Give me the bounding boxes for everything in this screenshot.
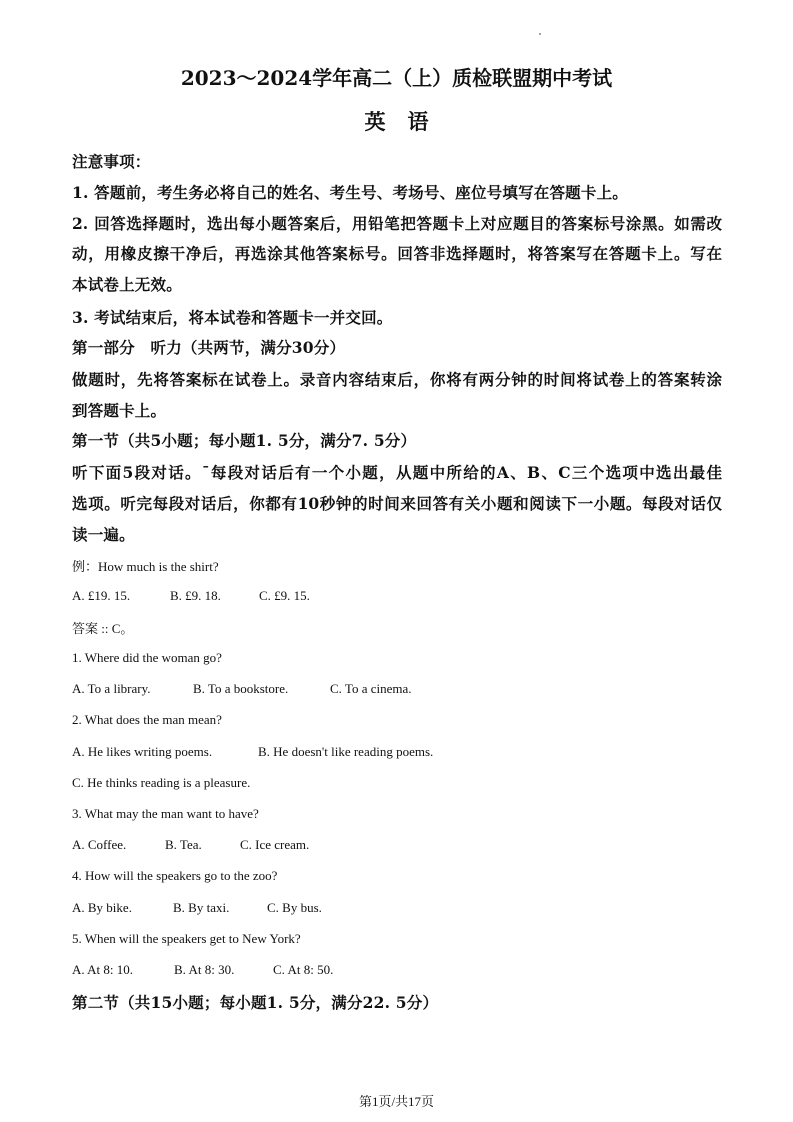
option-b: B. At 8: 30.: [174, 962, 235, 977]
option-c: C. At 8: 50.: [273, 962, 334, 977]
option-b: B. To a bookstore.: [193, 681, 289, 696]
question-5-options: [72, 962, 333, 978]
option-c: C. To a cinema.: [330, 681, 412, 696]
option-b: B. He doesn't like reading poems.: [258, 744, 434, 759]
subject-title: 英语: [364, 109, 451, 134]
question-4-options: [72, 900, 322, 916]
option-b: B. Tea.: [165, 837, 202, 852]
section1-intro-line-2: 选项。听完每段对话后，你都有10秒钟的时间来回答有关小题和阅读下一小题。每段对话仅: [72, 494, 722, 513]
question-3: 3. What may the man want to have?: [72, 806, 259, 821]
option-a: A. By bike.: [72, 900, 132, 915]
option-c: C. By bus.: [267, 900, 322, 915]
example-options: [72, 588, 310, 604]
scan-dot: [539, 33, 541, 35]
part1-intro-line-2: 到答题卡上。: [72, 401, 167, 420]
option-a: A. £19. 15.: [72, 588, 131, 603]
notice-heading: 注意事项：: [72, 152, 151, 171]
question-2-options: [72, 744, 433, 760]
section1-heading: 第一节（共5小题；每小题1. 5分，满分7. 5分）: [72, 431, 417, 450]
option-b: B. £9. 18.: [170, 588, 221, 603]
question-3-options: [72, 837, 309, 853]
question-5: 5. When will the speakers get to New York?: [72, 931, 301, 946]
section2-heading: 第二节（共15小题；每小题1. 5分，满分22. 5分）: [72, 993, 439, 1012]
part1-heading: 第一部分 听力（共两节，满分30分）: [72, 338, 346, 357]
page-number-footer: 第1页/共17页: [358, 1094, 435, 1109]
part1-intro-line-1: 做题时，先将答案标在试卷上。录音内容结束后，你将有两分钟的时间将试卷上的答案转涂: [72, 370, 722, 389]
example-answer: 答案 :: C。: [72, 621, 134, 636]
exam-title: 2023～2024学年高二（上）质检联盟期中考试: [180, 66, 613, 90]
option-a: A. Coffee.: [72, 837, 127, 852]
option-c: C. Ice cream.: [240, 837, 310, 852]
notice-item-1: 1. 答题前，考生务必将自己的姓名、考生号、考场号、座位号填写在答题卡上。: [72, 183, 628, 202]
question-4: 4. How will the speakers go to the zoo?: [72, 868, 278, 883]
option-a: A. He likes writing poems.: [72, 744, 213, 759]
section1-intro-line-3: 读一遍。: [72, 525, 135, 544]
notice-item-3: 3. 考试结束后，将本试卷和答题卡一并交回。: [72, 308, 393, 327]
question-2: 2. What does the man mean?: [72, 712, 222, 727]
notice-item-2-line-1: 2. 回答选择题时，选出每小题答案后，用铅笔把答题卡上对应题目的答案标号涂黑。如需改: [72, 214, 722, 233]
question-2-option-c: C. He thinks reading is a pleasure.: [72, 775, 251, 790]
option-c: C. £9. 15.: [259, 588, 310, 603]
option-a: A. At 8: 10.: [72, 962, 134, 977]
option-b: B. By taxi.: [173, 900, 230, 915]
notice-item-2-line-2: 动，用橡皮擦干净后，再选涂其他答案标号。回答非选择题时，将答案写在答题卡上。写在: [72, 244, 722, 263]
notice-item-2-line-3: 本试卷上无效。: [72, 275, 182, 294]
option-a: A. To a library.: [72, 681, 151, 696]
question-1-options: [72, 681, 412, 697]
section1-intro-line-1: 听下面5段对话。¯每段对话后有一个小题，从题中所给的A、B、C三个选项中选出最佳: [72, 463, 722, 482]
example-question: 例：How much is the shirt?: [72, 559, 219, 574]
question-1: 1. Where did the woman go?: [72, 650, 222, 665]
